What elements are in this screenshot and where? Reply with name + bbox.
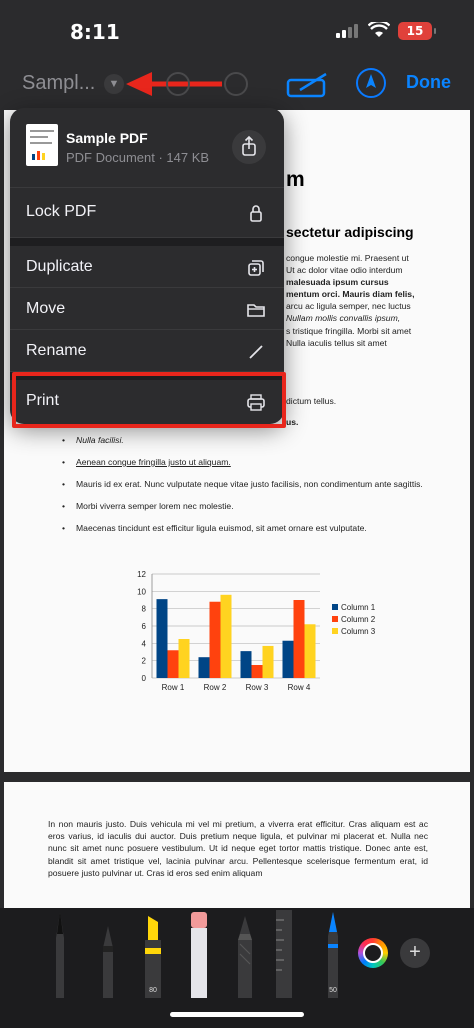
menu-item-duplicate[interactable] xyxy=(10,246,284,288)
menu-item-label: Print xyxy=(26,392,59,409)
menu-item-rename[interactable] xyxy=(10,330,284,372)
list-item: • Aenean congue fringilla justo ut aliquam. xyxy=(62,456,442,468)
markup-icon[interactable] xyxy=(286,72,328,98)
pen-size-label: 50 xyxy=(329,987,337,994)
bar xyxy=(210,602,221,678)
signal-icon xyxy=(336,24,358,38)
wifi-icon xyxy=(368,22,390,38)
markup-tools-bar xyxy=(0,908,474,1028)
menu-file-name: Sample PDF xyxy=(66,130,148,146)
battery-indicator: 15 xyxy=(398,22,432,40)
menu-item-lock-pdf[interactable] xyxy=(10,188,284,238)
share-button[interactable] xyxy=(232,130,266,164)
bar xyxy=(199,657,210,678)
duplicate-icon xyxy=(246,258,266,278)
eraser-icon[interactable] xyxy=(186,908,212,998)
bar xyxy=(241,651,252,678)
bar xyxy=(221,595,232,678)
bar xyxy=(283,641,294,678)
toolbar xyxy=(0,62,474,108)
pencil-tool-icon[interactable] xyxy=(232,914,258,998)
folder-icon xyxy=(246,300,266,320)
bar xyxy=(252,665,263,678)
y-tick-label: 12 xyxy=(137,570,146,579)
bullet-list xyxy=(62,434,442,544)
page-text-line: us. xyxy=(286,417,299,427)
bar xyxy=(263,646,274,678)
y-tick-label: 0 xyxy=(141,674,146,683)
done-button[interactable]: Done xyxy=(406,72,451,92)
ruler-icon[interactable] xyxy=(274,908,294,998)
list-item: • Mauris id ex erat. Nunc vulputate neque vitae justo facilisis, non condimentum ante sagittis. xyxy=(62,478,442,490)
menu-file-meta: PDF Document · 147 KB xyxy=(66,150,210,165)
document-thumbnail xyxy=(26,124,58,166)
list-item: • Maecenas tincidunt est efficitur ligula euismod, sit amet ornare est vulputate. xyxy=(62,522,442,534)
undo-icon[interactable] xyxy=(166,72,190,96)
legend-swatch xyxy=(332,604,338,610)
page-heading: m xyxy=(286,168,305,191)
menu-item-move[interactable] xyxy=(10,288,284,330)
y-tick-label: 2 xyxy=(141,656,146,666)
bar xyxy=(157,599,168,678)
y-tick-label: 8 xyxy=(141,604,146,614)
legend-label: Column 2 xyxy=(341,615,376,624)
page-text-line: dictum tellus. xyxy=(286,396,337,406)
menu-item-label: Lock PDF xyxy=(26,203,97,220)
legend-swatch xyxy=(332,628,338,634)
bar xyxy=(168,650,179,678)
x-tick-label: Row 4 xyxy=(287,683,311,692)
status-time: 8:11 xyxy=(70,20,120,44)
x-tick-label: Row 3 xyxy=(245,683,269,692)
chevron-down-icon[interactable]: ▼ xyxy=(104,74,124,94)
y-tick-label: 10 xyxy=(137,587,146,597)
share-icon xyxy=(232,130,266,164)
pen-icon[interactable] xyxy=(96,924,120,998)
pen-tool-icon[interactable] xyxy=(356,68,386,98)
color-picker-icon[interactable] xyxy=(358,938,388,968)
legend-label: Column 3 xyxy=(341,627,376,636)
menu-separator xyxy=(10,238,284,246)
y-tick-label: 6 xyxy=(141,622,146,631)
legend-label: Column 1 xyxy=(341,603,376,612)
status-bar xyxy=(0,0,474,62)
bar xyxy=(294,600,305,678)
add-tool-button[interactable]: + xyxy=(400,938,430,968)
bar xyxy=(305,624,316,678)
pdf-page-2 xyxy=(4,782,470,922)
highlighter-size-label: 80 xyxy=(149,987,157,994)
fountain-pen-icon[interactable] xyxy=(48,908,72,998)
highlighter-icon[interactable] xyxy=(140,912,166,998)
print-highlight-box xyxy=(12,372,286,428)
menu-item-label: Rename xyxy=(26,342,87,359)
page-2-text: In non mauris justo. Duis vehicula mi vel mi pretium, a viverra erat efficitur. Cras aliquam est ac eros varius, id iaculis dui auctor. Duis pretium neque ligula, et pulvinar mi placerat et. Nulla nec nunc sit amet nunc posuere vestibulum. Ut id neque eget tortor mattis tristique. Donec ante est, blandit sit amet tristique vel, lacinia pulvinar arcu. Pellentesque scelerisque fermentum erat, id posuere justo pulvinar ut. Cras id eros sed enim aliquam xyxy=(48,819,428,878)
menu-item-label: Move xyxy=(26,300,66,317)
list-item: • Nulla facilisi. xyxy=(62,434,442,446)
bar xyxy=(179,639,190,678)
blue-pen-icon[interactable] xyxy=(320,910,346,998)
x-tick-label: Row 2 xyxy=(203,683,227,692)
menu-item-label: Duplicate xyxy=(26,258,93,275)
home-indicator xyxy=(170,1012,304,1017)
page-body-text: congue molestie mi. Praesent ut Ut ac dolor vitae odio interdum malesuada ipsum cursus mentum orci. Mauris diam felis, arcu ac ligula semper, nec luctus Nullam mollis convallis ipsum, s tristique fringilla. Morbi sit amet Nulla iaculis tellus sit amet xyxy=(286,253,415,348)
pencil-icon xyxy=(246,342,266,362)
y-tick-label: 4 xyxy=(141,639,146,649)
redo-icon[interactable] xyxy=(224,72,248,96)
lock-icon xyxy=(246,203,266,223)
legend-swatch xyxy=(332,616,338,622)
page-gap xyxy=(0,772,474,782)
x-tick-label: Row 1 xyxy=(161,683,185,692)
document-title[interactable]: Sampl... xyxy=(22,72,96,94)
page-subheading: sectetur adipiscing xyxy=(286,224,414,240)
list-item: • Morbi viverra semper lorem nec molestie. xyxy=(62,500,442,512)
menu-header xyxy=(10,108,284,188)
bar-chart xyxy=(122,566,382,696)
